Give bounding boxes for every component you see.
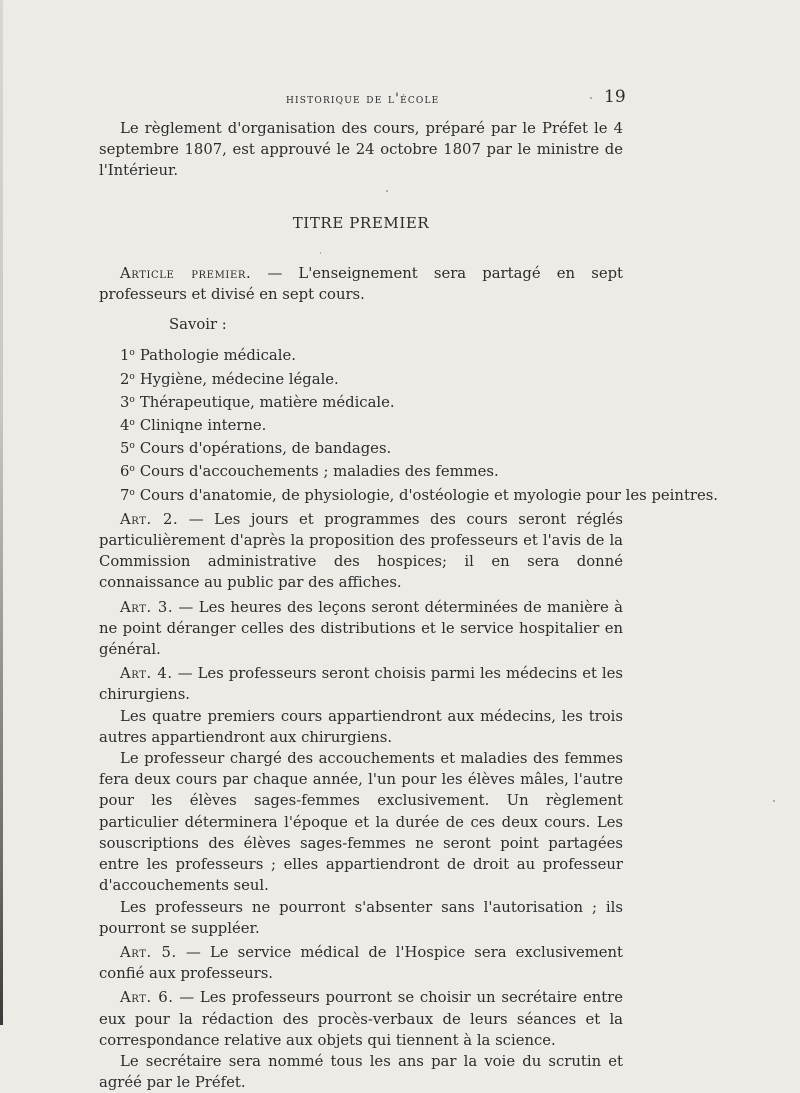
article-5-label: Art. 5. xyxy=(120,943,177,961)
course-number: 1$^o$ xyxy=(120,347,135,365)
page-header xyxy=(0,87,800,111)
course-list xyxy=(99,343,719,505)
article-2-label: Art. 2. xyxy=(120,510,179,528)
list-item xyxy=(99,436,623,459)
article-4-label: Art. 4. xyxy=(120,665,173,683)
article-6-text: — Les professeurs pourront se choisir un secrétaire entre eux pour la rédaction des procès-verbaux de leurs séances et la correspondance relative aux objets qui tiennent à la science. xyxy=(99,989,624,1049)
article-4-paragraph-3: Le professeur chargé des accouchements et maladies des femmes fera deux cours par chaque année, l'un pour les élèves mâles, l'autre pour les élèves sages-femmes exclusivement. Un règlement particulier déterminera l'époque et la durée de ces deux cours. Les souscriptions des élèves sages-femmes ne seront point partagées entre les professeurs ; elles appartiendront de droit au professeur d'accouchements seul. xyxy=(99,750,623,895)
list-item xyxy=(99,483,719,506)
course-text: Thérapeutique, matière médicale. xyxy=(139,393,395,411)
course-number: 2$^o$ xyxy=(120,370,135,388)
list-item xyxy=(99,343,623,366)
article-4-text: — Les professeurs seront choisis parmi les médecins et les chirurgiens. xyxy=(99,665,623,704)
article-6 xyxy=(99,987,623,1051)
paper-speck xyxy=(773,800,775,802)
article-5-text: — Le service médical de l'Hospice sera exclusivement confié aux professeurs. xyxy=(99,943,624,983)
paper-speck xyxy=(386,190,388,192)
course-text: Hygiène, médecine légale. xyxy=(139,370,339,388)
list-item xyxy=(99,390,623,413)
page-binding-edge xyxy=(0,0,3,1025)
course-text: Pathologie médicale. xyxy=(139,347,296,365)
course-text: Cliniqne interne. xyxy=(139,417,267,435)
list-item xyxy=(99,413,623,436)
article-3 xyxy=(99,597,623,661)
article-3-text: — Les heures des leçons seront déterminées de manière à ne point déranger celles des distributions et le service hospitalier en général. xyxy=(99,598,623,659)
course-text: Cours d'anatomie, de physiologie, d'ostéologie et myologie pour les peintres. xyxy=(139,486,719,504)
list-item xyxy=(99,459,623,482)
article-2-text: — Les jours et programmes des cours seront réglés particulièrement d'après la proposition des professeurs et l'avis de la Commission administrative des hospices; il en sera donné connaissance au public par des affiches. xyxy=(99,510,624,592)
article-4-paragraph-2: Les quatre premiers cours appartiendront aux médecins, les trois autres appartiendront aux chirurgiens. xyxy=(99,707,623,746)
course-number: 6$^o$ xyxy=(120,463,135,481)
section-title: TITRE PREMIER xyxy=(292,213,430,232)
savoir-label: Savoir : xyxy=(169,316,227,334)
course-text: Cours d'opérations, de bandages. xyxy=(139,440,392,458)
article-1 xyxy=(99,263,623,305)
article-4-paragraph-4: Les professeurs ne pourront s'absenter sans l'autorisation ; ils pourront se suppléer. xyxy=(99,898,623,937)
article-6-paragraph-2: Le secrétaire sera nommé tous les ans par la voie du scrutin et agréé par le Préfet. xyxy=(99,1052,623,1092)
page-number: 19 xyxy=(604,87,626,107)
article-3-label: Art. 3. xyxy=(120,598,174,616)
article-6-label: Art. 6. xyxy=(120,989,174,1007)
article-1-text: — L'enseignement sera partagé en sept professeurs et divisé en sept cours. xyxy=(99,264,623,304)
running-head: historique de l'école xyxy=(286,91,440,107)
list-item xyxy=(99,367,623,390)
article-4 xyxy=(99,663,623,705)
course-number: 4$^o$ xyxy=(120,417,135,435)
article-2 xyxy=(99,509,623,594)
body-text xyxy=(99,118,719,1093)
course-number: 3$^o$ xyxy=(120,393,135,411)
article-1-label: Article premier. xyxy=(120,264,252,282)
paper-speck xyxy=(320,252,321,254)
article-5 xyxy=(99,942,623,984)
course-number: 5$^o$ xyxy=(120,440,135,458)
paper-speck xyxy=(590,97,592,99)
course-text: Cours d'accouchements ; maladies des femmes. xyxy=(139,463,499,481)
course-number: 7$^o$ xyxy=(120,486,135,504)
intro-paragraph: Le règlement d'organisation des cours, préparé par le Préfet le 4 septembre 1807, est approuvé le 24 octobre 1807 par le ministre de l'Intérieur. xyxy=(99,120,623,180)
